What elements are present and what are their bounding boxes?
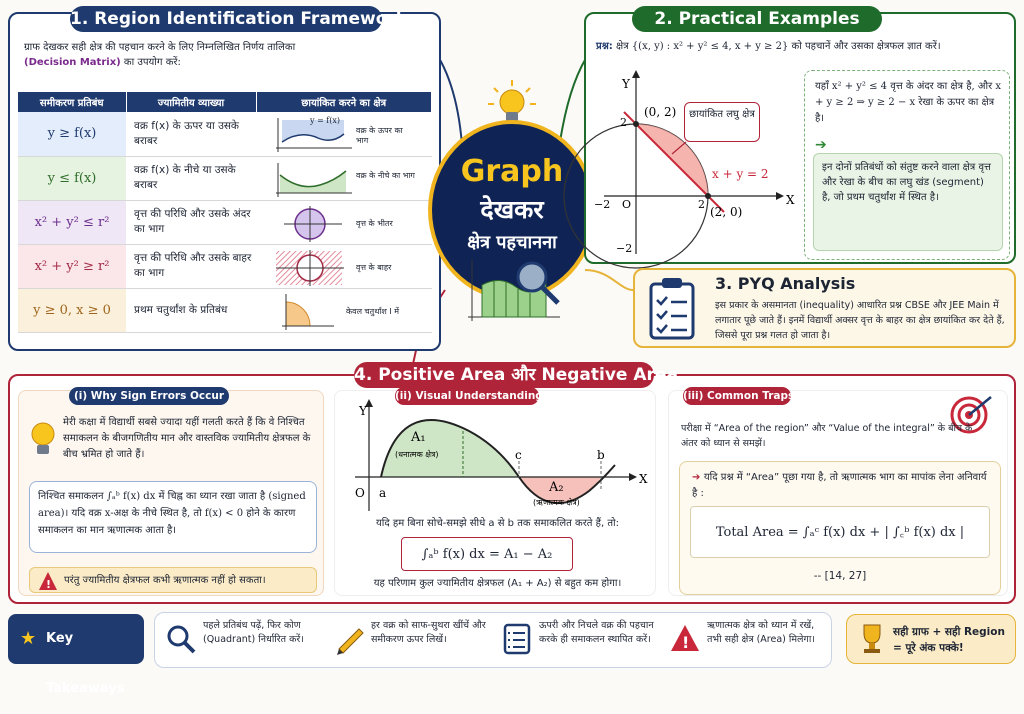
idea-bulb-icon xyxy=(27,419,59,459)
point-label-0-2: (0, 2) xyxy=(644,105,677,119)
inside-circle-graph xyxy=(280,204,350,244)
traps-text: परीक्षा में “Area of the region” और “Value of the integral” के बीच के अंतर को ध्यान से समझें। xyxy=(681,423,973,449)
decision-matrix-table xyxy=(18,92,432,333)
tick-x-minus2: −2 xyxy=(594,198,611,211)
panel3-text: इस प्रकार के असमानता (inequality) आधारित प्रश्न CBSE और JEE Main में लगातार पूछे जाते हैं। इनमें विद्यार्थी अक्सर वृत्त के बाहर का क्षेत्र छायांकित कर देते हैं, जिससे पूरा प्रश्न गलत हो जाता है। xyxy=(715,300,1005,341)
area-a1-label: A₁ xyxy=(411,430,426,445)
shading-cell xyxy=(256,112,432,156)
shading-caption: वक्र के नीचे का भाग xyxy=(356,170,415,180)
pencil-icon xyxy=(333,623,365,655)
table-row xyxy=(18,244,432,288)
positive-negative-area-panel xyxy=(8,365,1016,604)
panel2-title: 2. Practical Examples xyxy=(632,6,882,32)
tick-c: c xyxy=(515,448,522,462)
shading-caption: वृत्त के भीतर xyxy=(356,218,393,228)
takeaway-item: ऊपरी और निचले वक्र की पहचान करके ही समाकलन स्थापित करें। xyxy=(501,619,661,663)
circle-line-region-graph xyxy=(594,58,804,264)
interpretation-cell: वक्र f(x) के नीचे या उसके बराबर xyxy=(126,156,256,200)
takeaway-item: ! ऋणात्मक क्षेत्र को ध्यान में रखें, तभी सही क्षेत्र (Area) मिलेगा। xyxy=(669,619,829,663)
success-line-2: = पूरे अंक पक्के! xyxy=(893,642,964,654)
explanation-note xyxy=(804,70,1010,260)
area-a1-caption: (धनात्मक क्षेत्र) xyxy=(395,450,439,459)
tick-x-2: 2 xyxy=(698,198,705,211)
total-area-formula: Total Area = ∫ₐᶜ f(x) dx + | ∫꜀ᵇ f(x) dx | xyxy=(690,506,990,558)
visual-understanding-section xyxy=(334,390,656,596)
signed-area-graph xyxy=(339,401,653,517)
origin-label: O xyxy=(622,198,632,211)
warning-icon xyxy=(669,623,701,655)
common-traps-section xyxy=(668,390,1008,596)
shading-cell xyxy=(256,156,432,200)
panel1-title: 1. Region Identification Framework xyxy=(70,6,382,32)
table-row xyxy=(18,200,432,244)
interpretation-cell: वक्र f(x) के ऊपर या उसके बराबर xyxy=(126,112,256,156)
integrate-text: यदि हम बिना सोचे-समझे सीधे a से b तक समाकलित करते हैं, तो: xyxy=(376,518,619,529)
table-row xyxy=(18,112,432,156)
shading-cell xyxy=(256,244,432,288)
constraint-cell: y ≥ 0, x ≥ 0 xyxy=(18,288,126,332)
interpretation-cell: वृत्त की परिधि और उसके बाहर का भाग xyxy=(126,244,256,288)
outside-circle-graph xyxy=(270,248,350,288)
table-header-row xyxy=(18,92,432,112)
below-curve-graph xyxy=(270,161,356,199)
center-graph-magnifier-icon xyxy=(460,255,570,327)
panel1-intro: ग्राफ देखकर सही क्षेत्र की पहचान करने के लिए निम्नलिखित निर्णय तालिका (Decision Matrix) का उपयोग करें: xyxy=(24,42,296,68)
takeaway-item: पहले प्रतिबंध पढ़ें, फिर कोण (Quadrant) निर्धारित करें। xyxy=(165,619,325,663)
center-title-region: क्षेत्र पहचानना xyxy=(467,232,557,253)
center-title-dekhkar: देखकर xyxy=(480,195,544,224)
arrow-right-icon: ➔ xyxy=(815,137,827,153)
shading-caption: वृत्त के बाहर xyxy=(356,262,392,272)
note-text-2: इन दोनों प्रतिबंधों को संतुष्ट करने वाला क्षेत्र वृत्त और रेखा के बीच का लघु खंड (segment) है, जो प्रथम चतुर्थांश में स्थित है। xyxy=(813,153,1003,251)
result-text: यह परिणाम कुल ज्यामितीय क्षेत्रफल (A₁ + A₂) से बहुत कम होगा। xyxy=(373,578,622,589)
x-axis-label: X xyxy=(639,472,648,486)
center-title-graph: Graph xyxy=(460,154,564,189)
svg-text:!: ! xyxy=(46,578,52,591)
practical-examples-panel xyxy=(584,9,1016,264)
pyq-analysis-panel xyxy=(633,268,1016,348)
question-text: प्रश्न: क्षेत्र {(x, y) : x² + y² ≤ 4, x + y ≥ 2} को पहचानें और उसका क्षेत्रफल ज्ञात करें। xyxy=(596,41,941,52)
reference-text: -- [14, 27] xyxy=(813,570,867,582)
tick-y-minus2: −2 xyxy=(616,242,633,255)
x-axis-label: X xyxy=(786,193,795,207)
constraint-cell: y ≥ f(x) xyxy=(18,112,126,156)
header-shading: छायांकित करने का क्षेत्र xyxy=(256,92,432,112)
signed-area-box: निश्चित समाकलन ∫ₐᵇ f(x) dx में चिह्न का ध्यान रखा जाता है (signed area)। यदि वक्र x-अक्ष के नीचे स्थित है, तो f(x) < 0 होने के कारण समाकलन का मान ऋणात्मक आता है। xyxy=(29,481,317,553)
trophy-icon xyxy=(857,623,887,655)
warning-icon xyxy=(38,571,58,591)
arrow-right-icon: ➔ xyxy=(692,472,704,483)
star-icon: ★ xyxy=(20,628,37,649)
area-a2-label: A₂ xyxy=(549,480,564,495)
header-constraint: समीकरण प्रतिबंध xyxy=(18,92,126,112)
sign-errors-text: मेरी कक्षा में विद्यार्थी सबसे ज्यादा यहीं गलती करते हैं कि वे निश्चित समाकलन के बीजगणितीय मान और वास्तविक ज्यामितीय क्षेत्रफल के बीच भ्रमित हो जाते हैं। xyxy=(63,417,311,460)
tick-b: b xyxy=(597,448,605,462)
constraint-cell: y ≤ f(x) xyxy=(18,156,126,200)
key-takeaways-label: ★ Key Takeaways xyxy=(8,614,144,664)
takeaways-bar xyxy=(154,612,832,668)
shading-caption: केवल चतुर्थांश I में xyxy=(346,306,400,316)
region-framework-panel xyxy=(8,9,441,351)
y-axis-label: Y xyxy=(359,404,367,418)
table-row xyxy=(18,156,432,200)
sign-errors-title: (i) Why Sign Errors Occur xyxy=(69,387,229,405)
note-text-1: यहाँ x² + y² ≤ 4 वृत्त के अंदर का क्षेत्र है, और x + y ≥ 2 ⇒ y ≥ 2 − x रेखा के ऊपर का क्षेत्र है। xyxy=(815,81,1002,124)
table-row xyxy=(18,288,432,332)
header-interpretation: ज्यामितीय व्याख्या xyxy=(126,92,256,112)
visual-understanding-title: (ii) Visual Understanding xyxy=(395,387,539,405)
tick-a: a xyxy=(379,486,387,500)
checklist-icon xyxy=(501,623,533,655)
interpretation-cell: वृत्त की परिधि और उसके अंदर का भाग xyxy=(126,200,256,244)
success-line-1: सही ग्राफ + सही Region xyxy=(893,626,1005,638)
line-label: x + y = 2 xyxy=(712,167,769,181)
sign-errors-section xyxy=(18,390,324,596)
success-badge xyxy=(846,614,1016,664)
point-label-2-0: (2, 0) xyxy=(710,205,743,219)
warning-box: ! परंतु ज्यामितीय क्षेत्रफल कभी ऋणात्मक नहीं हो सकता। xyxy=(29,567,317,593)
curve-label: y = f(x) xyxy=(310,116,341,125)
panel4-title: 4. Positive Area और Negative Area xyxy=(354,362,654,388)
total-area-box xyxy=(679,461,1001,595)
magnifier-icon xyxy=(165,623,197,655)
svg-text:!: ! xyxy=(682,633,690,652)
tick-y-2: 2 xyxy=(620,116,627,129)
constraint-cell: x² + y² ≥ r² xyxy=(18,244,126,288)
clipboard-checklist-icon xyxy=(647,276,697,340)
shaded-region-callout: छायांकित लघु क्षेत्र xyxy=(684,102,760,142)
total-area-note: ➔ यदि प्रश्न में “Area” पूछा गया है, तो ऋणात्मक भाग का मापांक लेना अनिवार्य है : xyxy=(692,472,987,499)
area-a2-caption: (ऋणात्मक क्षेत्र) xyxy=(533,498,580,507)
integral-formula: ∫ₐᵇ f(x) dx = A₁ − A₂ xyxy=(401,537,573,571)
shading-cell xyxy=(256,200,432,244)
panel3-title: 3. PYQ Analysis xyxy=(715,274,856,293)
interpretation-cell: प्रथम चतुर्थांश के प्रतिबंध xyxy=(126,288,256,332)
y-axis-label: Y xyxy=(622,77,630,91)
common-traps-title: (iii) Common Traps xyxy=(683,387,791,405)
origin-label: O xyxy=(355,486,365,500)
takeaway-item: हर वक्र को साफ-सुथरा खींचें और समीकरण ऊपर लिखें। xyxy=(333,619,493,663)
constraint-cell: x² + y² ≤ r² xyxy=(18,200,126,244)
first-quadrant-graph xyxy=(272,292,342,332)
shading-cell xyxy=(256,288,432,332)
shading-caption: वक्र के ऊपर का भाग xyxy=(356,126,403,145)
